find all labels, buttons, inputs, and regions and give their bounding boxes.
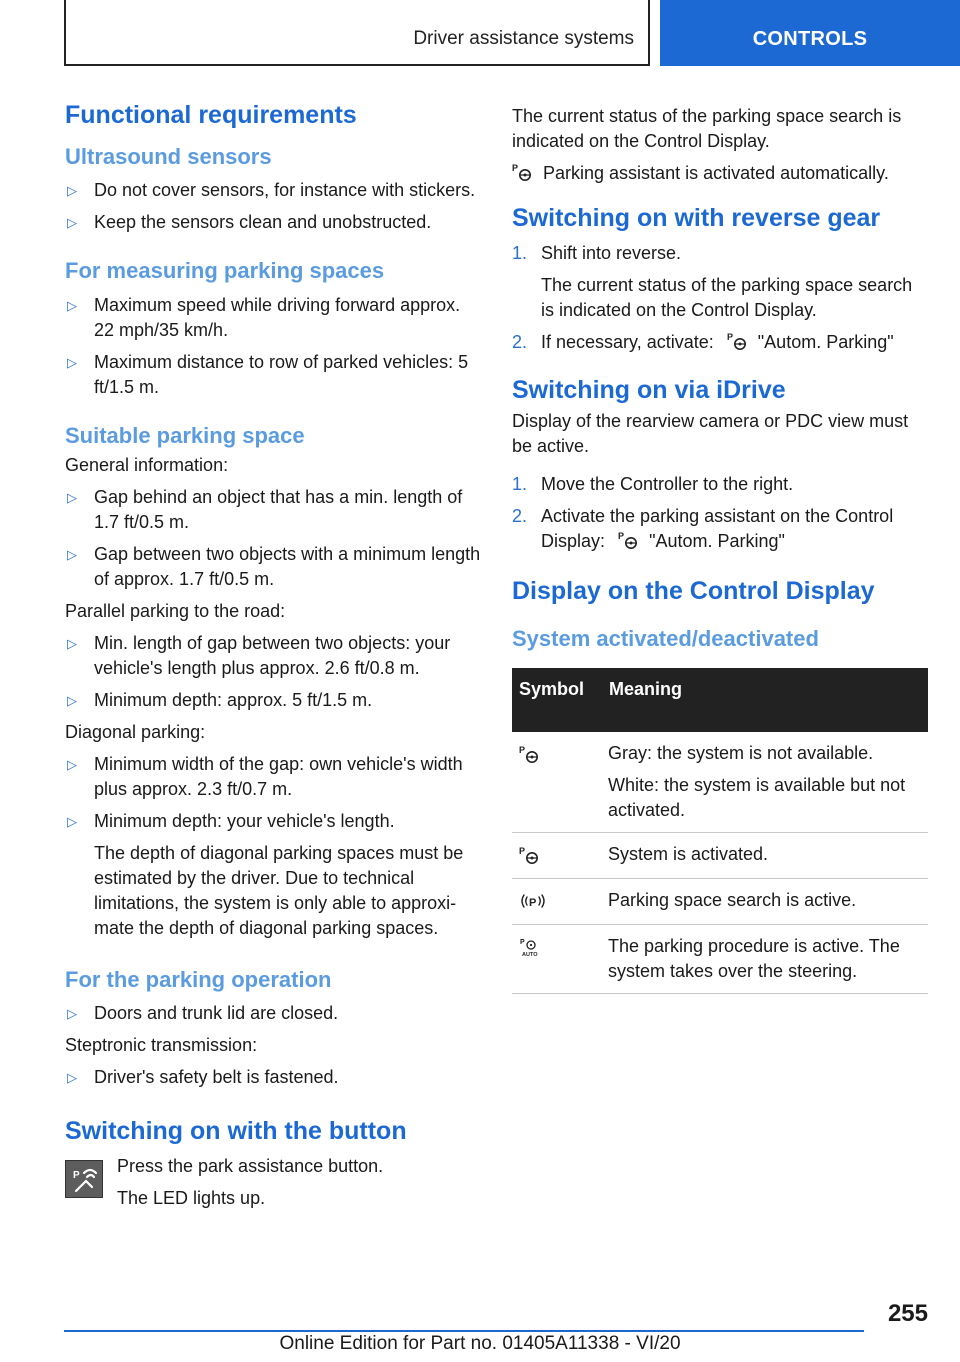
bullet-triangle-icon: ▷ (67, 297, 77, 313)
list-item: ▷ Driver's safety belt is fastened. (65, 1065, 483, 1090)
bullet-triangle-icon: ▷ (67, 814, 77, 830)
header-section-title: Driver assistance systems (413, 28, 634, 49)
svg-text:P: P (726, 332, 733, 342)
footer-divider (64, 1330, 864, 1332)
list-item: 2. If necessary, activate: P "Autom. Parking" (512, 332, 894, 352)
table-row: P System is activated. (512, 833, 928, 879)
label-steptronic-transmission: Steptronic transmission: (65, 1034, 258, 1055)
heading-measuring-parking-spaces: For measuring parking spaces (65, 258, 385, 284)
table-row: P Gray: the system is not available. White: the system is available but not activated. (512, 732, 928, 833)
table-row: P Parking space search is active. (512, 879, 928, 925)
bullet-triangle-icon: ▷ (67, 547, 77, 563)
svg-text:P: P (73, 1169, 80, 1181)
heading-ultrasound-sensors: Ultrasound sensors (65, 144, 272, 169)
page-number: 255 (887, 1300, 928, 1327)
list-item: ▷ Keep the sensors clean and unobstructed. (65, 210, 483, 235)
footer-edition: Online Edition for Part no. 01405A11338 - VI/20 (279, 1333, 681, 1354)
svg-text:P: P (520, 939, 525, 947)
list-item: ▷ Min. length of gap between two objects: your vehicle's length plus approx. 2.6 ft/0.8 m. (67, 633, 451, 679)
parking-space-search-icon (519, 891, 547, 911)
list-item: 2. Activate the parking assistant on the Control Display: P "Autom. Parking" (512, 506, 894, 551)
bullet-triangle-icon: ▷ (67, 215, 77, 231)
heading-idrive: Switching on via iDrive (512, 376, 786, 404)
parking-assistant-icon (519, 744, 539, 764)
heading-control-display: Display on the Control Display (512, 577, 875, 605)
parking-assistant-icon (512, 162, 532, 182)
svg-text:AUTO: AUTO (522, 952, 538, 958)
table-header-symbol: Symbol (512, 668, 602, 732)
heading-reverse-gear: Switching on with reverse gear (512, 204, 881, 232)
list-item: ▷ Minimum depth: approx. 5 ft/1.5 m. (65, 688, 483, 713)
table-header-meaning: Meaning (602, 668, 928, 732)
diagonal-depth-note: The depth of diagonal parking spaces must be estimated by the driver. Due to technical limitations, the system is only able to approximate the depth of diagonal parking spaces. (94, 843, 464, 939)
park-assist-button-row (65, 1154, 483, 1211)
label-parallel-parking: Parallel parking to the road: (65, 601, 286, 622)
bullet-triangle-icon: ▷ (67, 1069, 77, 1085)
right-column (512, 104, 928, 994)
parking-assistant-active-icon (519, 845, 539, 865)
list-item: ▷ Minimum width of the gap: own vehicle's width plus approx. 2.3 ft/0.7 m. (67, 754, 463, 800)
bullet-triangle-icon: ▷ (67, 1005, 77, 1021)
label-general-information: General information: (65, 455, 229, 476)
heading-suitable-parking-space: Suitable parking space (65, 422, 305, 448)
idrive-intro: Display of the rearview camera or PDC view must be active. (512, 411, 909, 456)
list-item: ▷ Gap behind an object that has a min. length of 1.7 ft/0.5 m. (67, 487, 463, 533)
bullet-triangle-icon: ▷ (67, 757, 77, 773)
list-item: ▷ Maximum speed while driving forward approx. 22 mph/35 km/h. (67, 294, 461, 340)
list-item: ▷ Gap between two objects with a minimum length of approx. 1.7 ft/0.5 m. (67, 544, 481, 590)
list-item: ▷ Maximum distance to row of parked vehicles: 5 ft/1.5 m. (67, 351, 469, 397)
table-row: P AUTO The parking procedure is active. The system takes over the steering. (512, 925, 928, 994)
list-item: ▷ Do not cover sensors, for instance with stickers. (65, 178, 483, 203)
button-instruction: Press the park assistance button. (117, 1155, 384, 1176)
list-item: ▷ Minimum depth: your vehicle's length. (65, 809, 483, 834)
svg-text:P: P (512, 163, 519, 173)
park-assist-button-icon (65, 1160, 103, 1198)
left-column (65, 100, 483, 1211)
parking-auto-icon (519, 937, 543, 957)
svg-text:P: P (519, 846, 526, 857)
list-item: 1. Shift into reverse. The current status of the parking space search is indicated on the Control Display. (512, 243, 913, 320)
table-header-row (512, 668, 928, 732)
parking-assistant-icon (618, 530, 638, 550)
list-item: 1. Move the Controller to the right. (512, 474, 794, 494)
bullet-triangle-icon: ▷ (67, 183, 77, 199)
auto-activation-note: P Parking assistant is activated automatically. (512, 163, 889, 183)
header-chapter-title: CONTROLS (752, 28, 868, 50)
heading-system-activated: System activated/deactivated (512, 626, 819, 651)
list-item: ▷ Doors and trunk lid are closed. (65, 1001, 483, 1026)
label-diagonal-parking: Diagonal parking: (65, 722, 206, 743)
status-paragraph: The current status of the parking space search is indicated on the Control Display. (512, 106, 902, 151)
button-led-note: The LED lights up. (117, 1187, 266, 1208)
bullet-triangle-icon: ▷ (67, 636, 77, 652)
header-section-box (64, 0, 650, 66)
parking-assistant-icon (727, 331, 747, 351)
svg-text:P: P (618, 531, 625, 541)
bullet-triangle-icon: ▷ (67, 490, 77, 506)
heading-parking-operation: For the parking operation (65, 967, 332, 993)
header-chapter-tab[interactable] (660, 0, 960, 66)
symbol-table (512, 668, 928, 994)
bullet-triangle-icon: ▷ (67, 354, 77, 370)
svg-text:P: P (529, 897, 537, 910)
heading-switching-on-button: Switching on with the button (65, 1116, 407, 1145)
bullet-triangle-icon: ▷ (67, 693, 77, 709)
svg-text:P: P (519, 745, 526, 756)
heading-functional-requirements: Functional requirements (65, 101, 357, 129)
